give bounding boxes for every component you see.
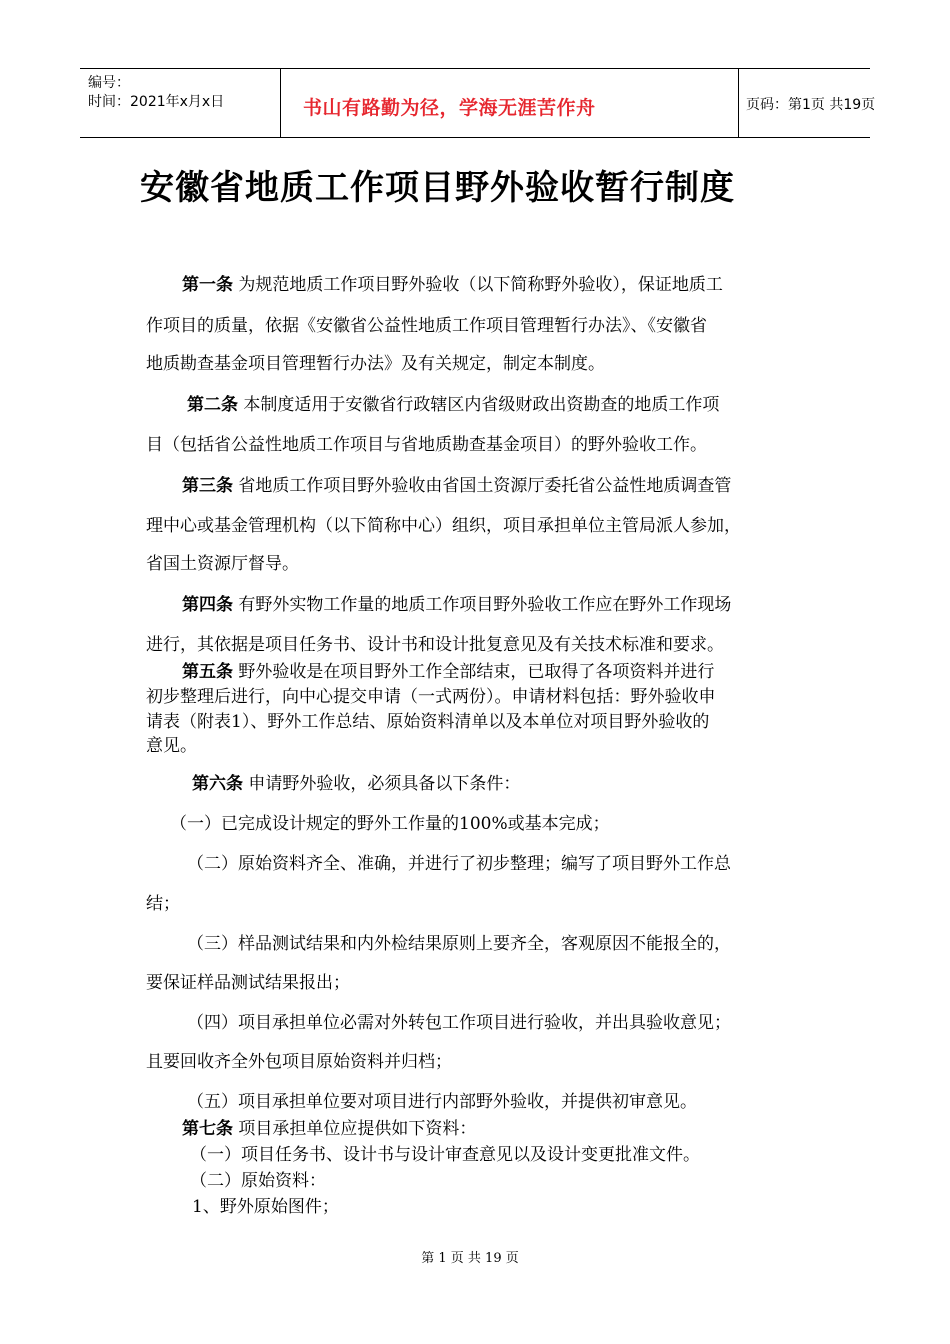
header-table: [80, 68, 876, 138]
body-text: 目（包括省公益性地质工作项目与省地质勘查基金项目）的野外验收工作。: [146, 435, 707, 455]
body-line: [146, 511, 741, 536]
body-text: 本制度适用于安徽省行政辖区内省级财政出资勘查的地质工作项: [238, 395, 720, 415]
body-line: [182, 270, 723, 295]
body-text: （一）已完成设计规定的野外工作量的100%或基本完成；: [170, 814, 610, 834]
body-text: 请表（附表1）、野外工作总结、原始资料清单以及本单位对项目野外验收的: [146, 712, 710, 732]
body-line: [187, 929, 731, 954]
body-text: 理中心或基金管理机构（以下简称中心）组织，项目承担单位主管局派人参加，: [146, 516, 741, 536]
header-left-cell: [80, 69, 280, 137]
body-line: [146, 311, 707, 336]
header-motto-cell: [280, 69, 739, 137]
body-line: [192, 769, 520, 794]
body-line: [187, 1087, 697, 1112]
body-line: [146, 968, 350, 993]
article-label: 第六条: [192, 774, 243, 794]
body-line: [190, 1140, 700, 1165]
article-label: 第一条: [182, 275, 233, 295]
body-line: [187, 1008, 731, 1033]
body-line: [146, 889, 180, 914]
body-text: 进行，其依据是项目任务书、设计书和设计批复意见及有关技术标准和要求。: [146, 635, 724, 655]
body-text: 1、野外原始图件；: [192, 1197, 339, 1217]
body-line: [187, 849, 731, 874]
article-label: 第二条: [187, 395, 238, 415]
body-line: [146, 549, 299, 574]
body-line: [146, 682, 716, 707]
article-label: 第七条: [182, 1119, 233, 1139]
body-text: 地质勘查基金项目管理暂行办法》及有关规定，制定本制度。: [146, 354, 605, 374]
header-page-cell: [738, 69, 876, 137]
body-text: （三）样品测试结果和内外检结果原则上要齐全，客观原因不能报全的，: [187, 934, 731, 954]
body-line: [182, 471, 731, 496]
body-text: 初步整理后进行，向中心提交申请（一式两份）。申请材料包括：野外验收申: [146, 687, 716, 707]
body-text: 结；: [146, 894, 180, 914]
body-line: [170, 809, 610, 834]
body-text: 有野外实物工作量的地质工作项目野外验收工作应在野外工作现场: [233, 595, 732, 615]
body-text: 要保证样品测试结果报出；: [146, 973, 350, 993]
document-number-label: 编号：: [88, 75, 130, 91]
body-text: （一）项目任务书、设计书与设计审查意见以及设计变更批准文件。: [190, 1145, 700, 1165]
body-line: [146, 1047, 452, 1072]
body-line: [182, 657, 714, 682]
body-text: 且要回收齐全外包项目原始资料并归档；: [146, 1052, 452, 1072]
body-text: 意见。: [146, 736, 197, 756]
document-time-label: 时间：2021年x月x日: [88, 94, 225, 110]
body-text: （四）项目承担单位必需对外转包工作项目进行验收，并出具验收意见；: [187, 1013, 731, 1033]
body-text: 省地质工作项目野外验收由省国土资源厅委托省公益性地质调查管: [233, 476, 732, 496]
body-text: 项目承担单位应提供如下资料：: [233, 1119, 477, 1139]
body-line: [146, 349, 605, 374]
body-line: [146, 707, 709, 732]
body-line: [182, 1114, 476, 1139]
page-title: 安徽省地质工作项目野外验收暂行制度: [140, 168, 735, 208]
body-line: [187, 390, 719, 415]
body-line: [190, 1166, 326, 1191]
body-line: [192, 1192, 339, 1217]
article-label: 第四条: [182, 595, 233, 615]
article-label: 第三条: [182, 476, 233, 496]
body-line: [146, 731, 197, 756]
body-text: 野外验收是在项目野外工作全部结束，已取得了各项资料并进行: [233, 662, 715, 682]
body-text: （五）项目承担单位要对项目进行内部野外验收，并提供初审意见。: [187, 1092, 697, 1112]
body-line: [146, 630, 724, 655]
body-text: （二）原始资料齐全、准确，并进行了初步整理；编写了项目野外工作总: [187, 854, 731, 874]
body-line: [146, 430, 707, 455]
header-page-info: 页码：第1页 共19页: [746, 97, 876, 113]
body-text: （二）原始资料：: [190, 1171, 326, 1191]
body-text: 作项目的质量，依据《安徽省公益性地质工作项目管理暂行办法》、《安徽省: [146, 316, 707, 336]
body-text: 省国土资源厅督导。: [146, 554, 299, 574]
header-motto: 书山有路勤为径，学海无涯苦作舟: [303, 97, 596, 119]
page-footer: 第 1 页 共 19 页: [421, 1251, 519, 1266]
body-text: 申请野外验收，必须具备以下条件：: [243, 774, 521, 794]
body-line: [182, 590, 731, 615]
body-text: 为规范地质工作项目野外验收（以下简称野外验收），保证地质工: [233, 275, 723, 295]
article-label: 第五条: [182, 662, 233, 682]
